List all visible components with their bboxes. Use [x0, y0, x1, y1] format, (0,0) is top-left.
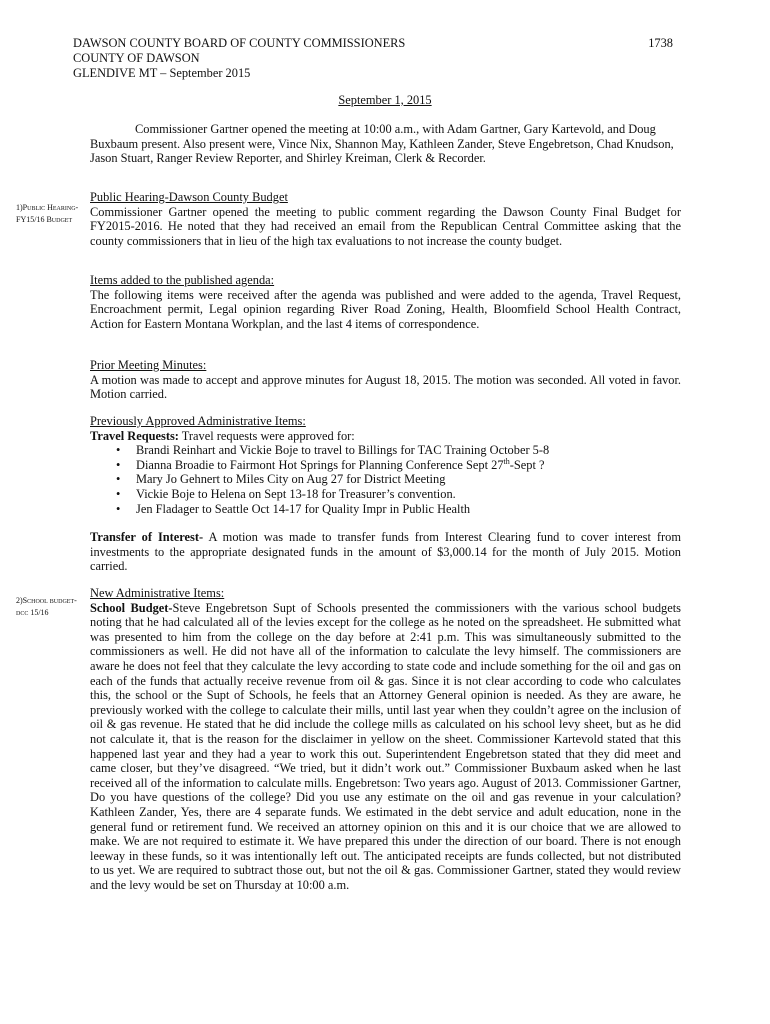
section-transfer-of-interest	[90, 530, 681, 574]
school-budget-text: Steve Engebretson Supt of Schools presented the commissioners with the various school budgets noting that he had calculated all of the levies except for the college as he noted on the spreadsheet. He submitted what was presented to him from the college on the day before at 2:41 p.m. This was simultaneously submitted to the commissioners as well. He did not have all of the information to calculate the levy himself. The commissioners are aware he does not feel that they calculate the levy according to state code and include something for the oil and gas on each of the funds that actually receive revenue from oil & gas. Since it is not clear according to code who calculates this, the school or the Supt of Schools, he feels that an Attorney General opinion is needed. As they are aware, he previously worked with the college to calculate their mills, until last year when they couldn’t agree on the inclusion of oil & gas revenue. He stated that he did include the college mills as calculated on his school levy sheet, but as he did not calculate it, that is the reason for the disclaimer in yellow on the sheet. Commissioner Kartevold stated that this happened last year and they had a year to work this out. Superintendent Engebretson stated that they did meet and came closer, but they’ve disagreed. “We tried, but it didn’t work out.” Commissioner Buxbaum asked when he last received all of the information to calculate mills. Engebretson: Two years ago. August of 2013. Commissioner Gartner, Do you have questions of the college? Did you use any estimate on the oil and gas revenue in your calculation? Kathleen Zander, Yes, there are 4 separate funds. We estimated in the debt service and adult education, none in the general fund or retirement fund. We received an attorney opinion on this and it is our choice that we are allowed to make. We are not required to estimate it. We have prepared this under the direction of our board. There is not enough leeway in these funds, so it was intentionally left out. The anticipated receipts are funds collected, but not distributed to us yet. We are required to subtract those out, but not the oil & gas. Commissioner Gartner, stated they would review and the levy would be set on Thursday at 10:00 a.m.	[90, 600, 681, 892]
meeting-date: September 1, 2015	[338, 93, 432, 107]
list-item	[90, 443, 681, 458]
section-prior-minutes	[90, 358, 681, 402]
travel-requests-line	[90, 429, 681, 444]
header-location-date: GLENDIVE MT – September 2015	[73, 66, 251, 81]
list-item-text: Vickie Boje to Helena on Sept 13-18 for Treasurer’s convention.	[136, 486, 456, 501]
bullet-icon: •	[116, 443, 121, 458]
school-budget-paragraph	[90, 601, 681, 893]
meeting-date-title	[0, 93, 770, 108]
opening-paragraph	[90, 122, 681, 166]
page-number: 1738	[648, 36, 673, 50]
transfer-text: A motion was made to transfer funds from Interest Clearing fund to cover interest from investments to the appropriate designated funds in the amount of $3,000.14 for the month of July 2015. Motion carried.	[90, 530, 682, 574]
list-item	[90, 502, 681, 517]
list-item-text-tail: -Sept ?	[509, 457, 545, 472]
bullet-icon: •	[116, 472, 121, 487]
travel-requests-text: Travel requests were approved for:	[178, 428, 355, 443]
travel-requests-list	[90, 443, 681, 516]
section-new-administrative	[90, 586, 681, 892]
opening-text: Commissioner Gartner opened the meeting at 10:00 a.m., with Adam Gartner, Gary Kartevold, and Doug Buxbaum present. Also present were, Vince Nix, Shannon May, Kathleen Zander, Steve Engebretson, Chad Knudson, Jason Stuart, Ranger Review Reporter, and Shirley Kreiman, Clerk & Recorder.	[90, 122, 674, 166]
section-previously-approved	[90, 414, 681, 516]
list-item-text: Jen Fladager to Seattle Oct 14-17 for Quality Impr in Public Health	[136, 501, 471, 516]
margin-note-school-budget: 2)School budget-dcc 15/16	[16, 596, 77, 617]
list-item	[90, 487, 681, 502]
list-item	[90, 472, 681, 487]
transfer-paragraph	[90, 530, 681, 574]
section-heading-prior-minutes: Prior Meeting Minutes:	[90, 358, 207, 372]
bullet-icon: •	[116, 486, 121, 501]
list-item-text: Brandi Reinhart and Vickie Boje to travel to Billings for TAC Training October 5-8	[136, 443, 550, 458]
school-budget-label: School Budget-	[90, 600, 173, 615]
section-public-hearing	[90, 190, 681, 248]
travel-requests-label: Travel Requests:	[90, 428, 179, 443]
header-county: COUNTY OF DAWSON	[73, 51, 200, 66]
list-item-text: Dianna Broadie to Fairmont Hot Springs for Planning Conference Sept 27	[136, 457, 504, 472]
bullet-icon: •	[116, 457, 121, 472]
bullet-icon: •	[116, 501, 121, 516]
transfer-label: Transfer of Interest-	[90, 530, 204, 544]
prior-minutes-text: A motion was made to accept and approve minutes for August 18, 2015. The motion was seconded. All voted in favor. Motion carried.	[90, 372, 681, 402]
header-board-name: DAWSON COUNTY BOARD OF COUNTY COMMISSIONERS	[73, 36, 406, 50]
section-heading-previously-approved: Previously Approved Administrative Items:	[90, 414, 306, 428]
section-items-added	[90, 273, 681, 331]
list-item-text: Mary Jo Gehnert to Miles City on Aug 27 for District Meeting	[136, 472, 446, 487]
section-heading-public-hearing: Public Hearing-Dawson County Budget	[90, 190, 288, 204]
document-header	[73, 36, 673, 82]
section-heading-new-administrative: New Administrative Items:	[90, 586, 225, 600]
list-item	[90, 458, 681, 473]
list-item-superscript: th	[503, 456, 510, 466]
public-hearing-text: Commissioner Gartner opened the meeting to public comment regarding the Dawson County Final Budget for FY2015-2016. He noted that they had received an email from the Republican Central Committee asking that the county commissioners that in lieu of the high tax evaluations to not increase the county budget.	[90, 204, 681, 248]
items-added-text: The following items were received after the agenda was published and were added to the agenda, Travel Request, Encroachment permit, Legal opinion regarding River Road Zoning, Health, Bloomfield School Health Contract, Action for Eastern Montana Workplan, and the last 4 items of correspondence.	[90, 287, 681, 331]
section-heading-items-added: Items added to the published agenda:	[90, 273, 275, 287]
margin-note-public-hearing: 1)Public Hearing-FY15/16 Budget	[16, 203, 79, 224]
